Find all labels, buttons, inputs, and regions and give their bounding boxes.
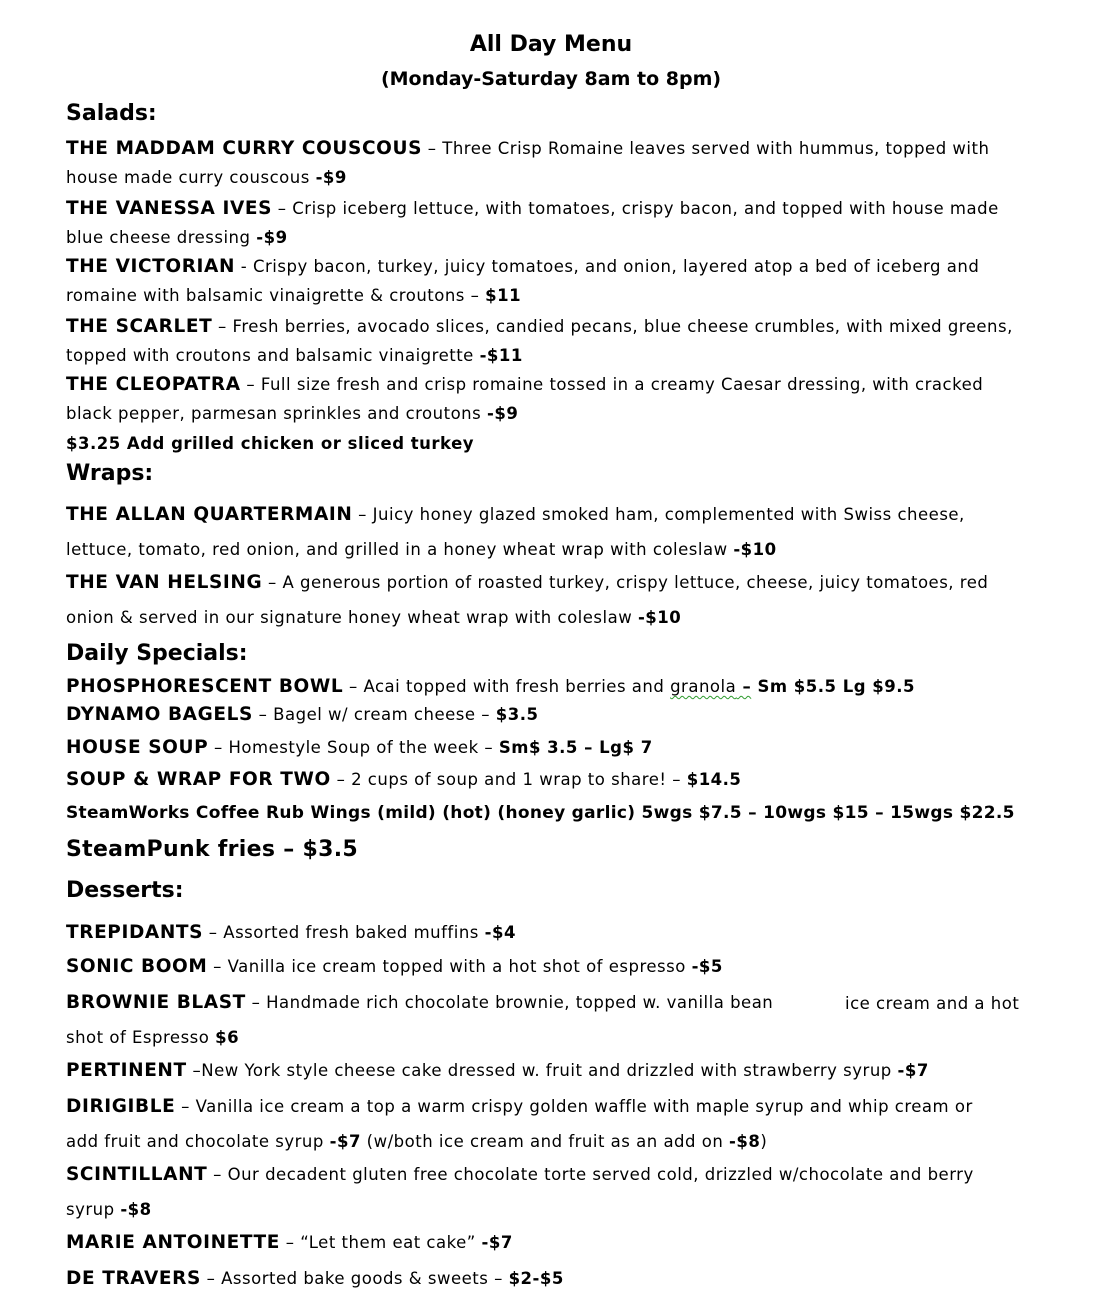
item-price: -$7 — [481, 1233, 513, 1252]
item-price: -$7 — [897, 1061, 929, 1080]
item-desc: house made curry couscous — [66, 168, 316, 187]
salads-heading: Salads: — [66, 101, 157, 126]
menu-title: All Day Menu — [469, 32, 633, 57]
item-desc: – Bagel w/ cream cheese – — [252, 705, 496, 724]
item-desc: onion & served in our signature honey wheat wrap with coleslaw — [66, 608, 638, 627]
salad-item-line — [66, 228, 288, 247]
menu-hours: (Monday-Saturday 8am to 8pm) — [380, 68, 722, 90]
item-desc: romaine with balsamic vinaigrette & croutons – — [66, 286, 486, 305]
item-desc: – Homestyle Soup of the week – — [208, 738, 499, 757]
item-desc: ice cream and a hot — [845, 994, 1020, 1013]
wrap-item-line — [66, 540, 777, 559]
item-desc: – 2 cups of soup and 1 wrap to share! – — [330, 770, 687, 789]
desserts-heading: Desserts: — [66, 878, 184, 903]
item-desc: – “Let them eat cake” — [280, 1233, 482, 1252]
salad-item-line — [66, 404, 518, 423]
item-desc: – Vanilla ice cream a top a warm crispy golden waffle with maple syrup and whip cream or — [175, 1097, 973, 1116]
item-price: -$7 — [329, 1132, 361, 1151]
dessert-item-line — [66, 992, 773, 1013]
dessert-item-line — [66, 956, 723, 977]
item-desc: add fruit and chocolate syrup — [66, 1132, 330, 1151]
item-desc: – Three Crisp Romaine leaves served with hummus, topped with — [422, 139, 990, 158]
item-name: TREPIDANTS — [66, 922, 204, 943]
item-desc: –New York style cheese cake dressed w. fruit and drizzled with strawberry syrup — [186, 1061, 898, 1080]
item-price: -$4 — [484, 923, 516, 942]
item-price: -$10 — [733, 540, 777, 559]
item-name: THE ALLAN QUARTERMAIN — [66, 504, 353, 525]
fries-special: SteamPunk fries – $3.5 — [66, 837, 358, 862]
item-name: PERTINENT — [66, 1060, 187, 1081]
item-name: DIRIGIBLE — [66, 1096, 176, 1117]
item-desc: – Fresh berries, avocado slices, candied pecans, blue cheese crumbles, with mixed greens, — [212, 317, 1013, 336]
item-desc: – Assorted fresh baked muffins — [203, 923, 485, 942]
item-desc: syrup — [66, 1200, 121, 1219]
special-item-line — [66, 737, 653, 758]
item-price: -$9 — [256, 228, 288, 247]
item-desc: – Vanilla ice cream topped with a hot shot of espresso — [207, 957, 692, 976]
dessert-item-line — [66, 1268, 564, 1289]
item-price: -$9 — [315, 168, 347, 187]
dessert-item-line — [845, 994, 1019, 1013]
spellcheck-word: granola — [670, 677, 737, 696]
item-name: SCINTILLANT — [66, 1164, 208, 1185]
item-name: DE TRAVERS — [66, 1268, 201, 1289]
salad-item-line — [66, 374, 983, 395]
item-desc: blue cheese dressing — [66, 228, 257, 247]
dessert-item-line — [66, 1060, 929, 1081]
item-price: $2-$5 — [508, 1269, 564, 1288]
item-name: HOUSE SOUP — [66, 737, 209, 758]
item-price: Sm $5.5 Lg $9.5 — [751, 677, 916, 696]
salad-item-line — [66, 256, 979, 277]
item-price: $6 — [215, 1028, 240, 1047]
special-item-line — [66, 769, 741, 790]
wrap-item-line — [66, 572, 988, 593]
item-desc: – Acai topped with fresh berries and — [343, 677, 671, 696]
dessert-item-line — [66, 922, 516, 943]
salad-item-line — [66, 286, 521, 305]
item-name: THE VICTORIAN — [66, 256, 236, 277]
item-name: SOUP & WRAP FOR TWO — [66, 769, 331, 790]
item-name: SONIC BOOM — [66, 956, 208, 977]
item-name: DYNAMO BAGELS — [66, 704, 253, 725]
item-desc: – Handmade rich chocolate brownie, topped w. vanilla bean — [245, 993, 774, 1012]
dessert-item-line — [66, 1096, 973, 1117]
item-desc: (w/both ice cream and fruit as an add on — [360, 1132, 730, 1151]
item-name: THE CLEOPATRA — [66, 374, 241, 395]
salad-item-line — [66, 168, 347, 187]
item-price: $11 — [485, 286, 522, 305]
item-desc: ) — [760, 1132, 768, 1151]
wings-special: SteamWorks Coffee Rub Wings (mild) (hot) (honey garlic) 5wgs $7.5 – 10wgs $15 – 15wgs $22.5 — [66, 803, 1015, 823]
specials-heading: Daily Specials: — [66, 641, 248, 666]
item-desc: – Juicy honey glazed smoked ham, complemented with Swiss cheese, — [352, 505, 965, 524]
special-item-line — [66, 676, 915, 697]
dessert-item-line — [66, 1200, 152, 1219]
item-desc: topped with croutons and balsamic vinaigrette — [66, 346, 480, 365]
item-price: $14.5 — [686, 770, 742, 789]
wrap-item-line — [66, 608, 681, 627]
item-desc: - Crispy bacon, turkey, juicy tomatoes, and onion, layered atop a bed of iceberg and — [235, 257, 980, 276]
item-desc: black pepper, parmesan sprinkles and croutons — [66, 404, 487, 423]
wrap-item-line — [66, 504, 965, 525]
item-desc: – A generous portion of roasted turkey, crispy lettuce, cheese, juicy tomatoes, red — [262, 573, 989, 592]
item-name: THE SCARLET — [66, 316, 213, 337]
spellcheck-dash: – — [736, 677, 752, 696]
item-name: MARIE ANTOINETTE — [66, 1232, 280, 1253]
dessert-item-line — [66, 1132, 767, 1151]
wraps-heading: Wraps: — [66, 461, 154, 486]
item-name: THE MADDAM CURRY COUSCOUS — [66, 138, 423, 159]
dessert-item-line — [66, 1232, 513, 1253]
special-item-line — [66, 704, 538, 725]
item-name: THE VAN HELSING — [66, 572, 263, 593]
salad-item-line — [66, 346, 523, 365]
salad-item-line — [66, 138, 989, 159]
item-desc: lettuce, tomato, red onion, and grilled in a honey wheat wrap with coleslaw — [66, 540, 734, 559]
item-price: -$11 — [479, 346, 523, 365]
item-desc: – Assorted bake goods & sweets – — [200, 1269, 509, 1288]
item-desc: – Our decadent gluten free chocolate torte served cold, drizzled w/chocolate and berry — [207, 1165, 974, 1184]
dessert-item-line — [66, 1164, 974, 1185]
item-desc: – Full size fresh and crisp romaine tossed in a creamy Caesar dressing, with cracked — [240, 375, 984, 394]
salad-item-line — [66, 198, 999, 219]
item-name: THE VANESSA IVES — [66, 198, 273, 219]
item-price: Sm$ 3.5 – Lg$ 7 — [498, 738, 653, 757]
item-desc: – Crisp iceberg lettuce, with tomatoes, crispy bacon, and topped with house made — [272, 199, 999, 218]
item-name: BROWNIE BLAST — [66, 992, 246, 1013]
item-price: -$5 — [691, 957, 723, 976]
item-price: -$8 — [120, 1200, 152, 1219]
item-price: -$10 — [637, 608, 682, 627]
item-desc: shot of Espresso — [66, 1028, 216, 1047]
item-price: -$8 — [729, 1132, 761, 1151]
item-price: $3.5 — [495, 705, 539, 724]
item-name: PHOSPHORESCENT BOWL — [66, 676, 344, 697]
salad-item-line — [66, 316, 1013, 337]
salad-addon: $3.25 Add grilled chicken or sliced turkey — [66, 434, 475, 453]
dessert-item-line — [66, 1028, 239, 1047]
item-price: -$9 — [486, 404, 519, 423]
